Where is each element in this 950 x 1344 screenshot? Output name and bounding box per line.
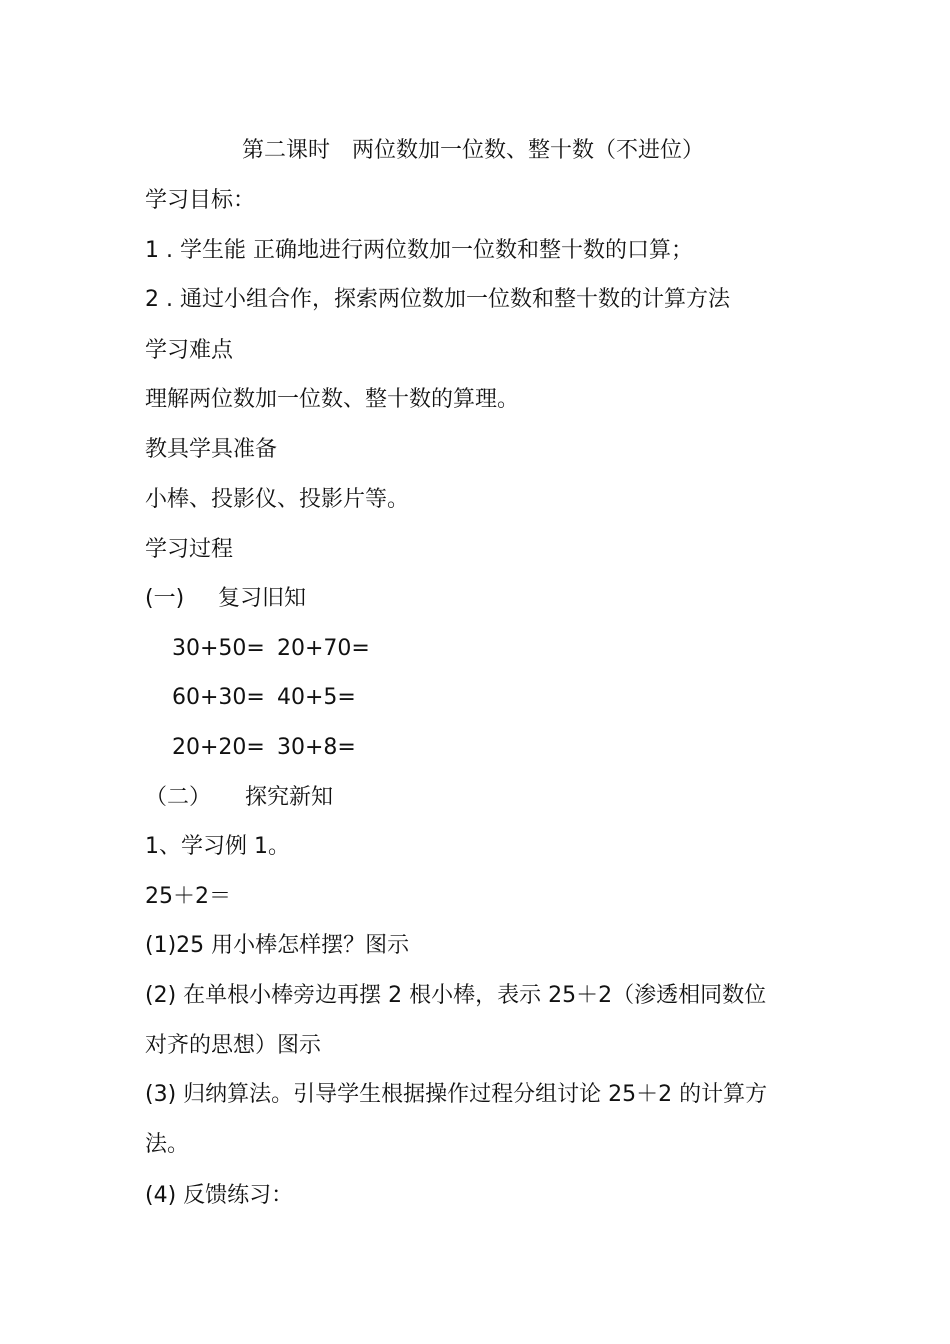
example-heading: 1、学习例 1。 — [145, 834, 290, 859]
lesson-title-part2: 两位数加一位数、整十数（不进位） — [352, 138, 705, 163]
objective-1: 1 . 学生能 正确地进行两位数加一位数和整十数的口算； — [145, 238, 693, 263]
objective-2: 2 . 通过小组合作，探索两位数加一位数和整十数的计算方法 — [145, 287, 730, 312]
section-1-number: (一) — [145, 586, 185, 611]
section-1-label: 复习旧知 — [218, 586, 307, 611]
section-2-heading — [145, 783, 333, 813]
review-row — [172, 733, 356, 763]
review-exercise: 20+20= — [172, 735, 265, 760]
objectives-heading: 学习目标： — [145, 188, 256, 213]
lesson-title-part1: 第二课时 — [242, 138, 331, 163]
section-1-heading — [145, 584, 306, 614]
review-exercise: 40+5= — [277, 685, 356, 710]
review-exercise: 60+30= — [172, 685, 265, 710]
review-row — [172, 683, 356, 713]
review-exercise: 20+70= — [277, 636, 370, 661]
process-heading: 学习过程 — [145, 537, 234, 562]
step-line: (2) 在单根小棒旁边再摆 2 根小棒，表示 25＋2（渗透相同数位 — [145, 983, 767, 1008]
example-expression: 25＋2＝ — [145, 884, 231, 909]
step-line: (1)25 用小棒怎样摆？图示 — [145, 933, 410, 958]
step-line: (4) 反馈练习： — [145, 1183, 294, 1208]
review-row — [172, 634, 370, 664]
step-line: 对齐的思想）图示 — [145, 1033, 322, 1058]
step-line: (3) 归纳算法。引导学生根据操作过程分组讨论 25＋2 的计算方 — [145, 1082, 768, 1107]
tools-heading: 教具学具准备 — [145, 437, 278, 462]
lesson-title — [242, 136, 704, 166]
tools-text: 小棒、投影仪、投影片等。 — [145, 487, 410, 512]
review-exercise: 30+8= — [277, 735, 356, 760]
section-2-label: 探究新知 — [245, 785, 334, 810]
difficulty-text: 理解两位数加一位数、整十数的算理。 — [145, 387, 520, 412]
section-2-number: （二） — [145, 785, 212, 810]
review-exercise: 30+50= — [172, 636, 265, 661]
step-line: 法。 — [145, 1132, 190, 1157]
difficulty-heading: 学习难点 — [145, 338, 234, 363]
